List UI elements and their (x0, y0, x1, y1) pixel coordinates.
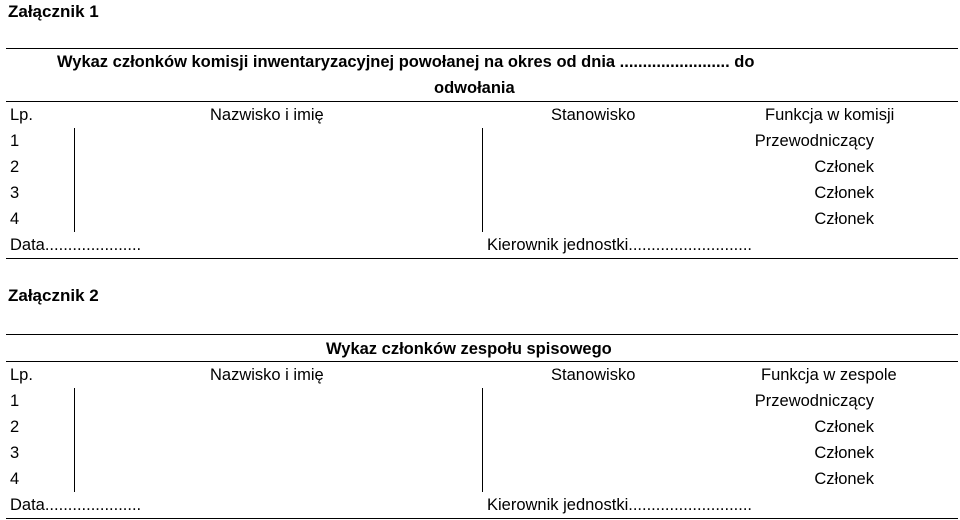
row-lp: 1 (10, 132, 20, 150)
annex2-heading: Załącznik 2 (8, 286, 99, 305)
annex1-title-line1: Wykaz członków komisji inwentaryzacyjnej powołanej na okres od dnia ........................ do (57, 53, 755, 71)
annex1-date-field: Data..................... (10, 236, 142, 254)
annex1-table (6, 48, 958, 259)
annex2-title: Wykaz członków zespołu spisowego (326, 340, 612, 358)
annex2-footer-row (6, 492, 958, 518)
annex1-col-position: Stanowisko (551, 106, 636, 124)
row-function: Członek (814, 418, 874, 436)
table-row (6, 388, 958, 414)
annex2-manager-field: Kierownik jednostki........................... (487, 496, 753, 514)
annex2-col-name: Nazwisko i imię (210, 366, 324, 384)
row-lp: 4 (10, 470, 20, 488)
annex1-col-lp: Lp. (10, 106, 33, 124)
row-function: Przewodniczący (754, 132, 874, 150)
annex1-footer-row (6, 232, 958, 258)
row-function: Członek (814, 184, 874, 202)
table-row (6, 154, 958, 180)
annex2-col-position: Stanowisko (551, 366, 636, 384)
table-row (6, 180, 958, 206)
annex1-manager-field: Kierownik jednostki........................... (487, 236, 753, 254)
annex1-title-area (6, 49, 958, 101)
table-row (6, 414, 958, 440)
row-function: Członek (814, 444, 874, 462)
annex1-title-line2: odwołania (434, 79, 515, 97)
row-lp: 3 (10, 444, 20, 462)
row-function: Przewodniczący (754, 392, 874, 410)
table-row (6, 128, 958, 154)
annex2-title-area (6, 335, 958, 361)
annex2-col-lp: Lp. (10, 366, 33, 384)
annex1-heading: Załącznik 1 (8, 2, 99, 21)
row-function: Członek (814, 210, 874, 228)
annex1-col-name: Nazwisko i imię (210, 106, 324, 124)
row-lp: 2 (10, 158, 20, 176)
annex2-table (6, 334, 958, 519)
row-lp: 3 (10, 184, 20, 202)
row-lp: 2 (10, 418, 20, 436)
table-row (6, 206, 958, 232)
row-function: Członek (814, 158, 874, 176)
row-lp: 4 (10, 210, 20, 228)
annex2-date-field: Data..................... (10, 496, 142, 514)
annex1-col-function: Funkcja w komisji (765, 106, 895, 124)
table-row (6, 440, 958, 466)
annex2-header-row (6, 361, 958, 388)
row-lp: 1 (10, 392, 20, 410)
annex1-header-row (6, 101, 958, 128)
table-row (6, 466, 958, 492)
row-function: Członek (814, 470, 874, 488)
annex2-col-function: Funkcja w zespole (761, 366, 897, 384)
